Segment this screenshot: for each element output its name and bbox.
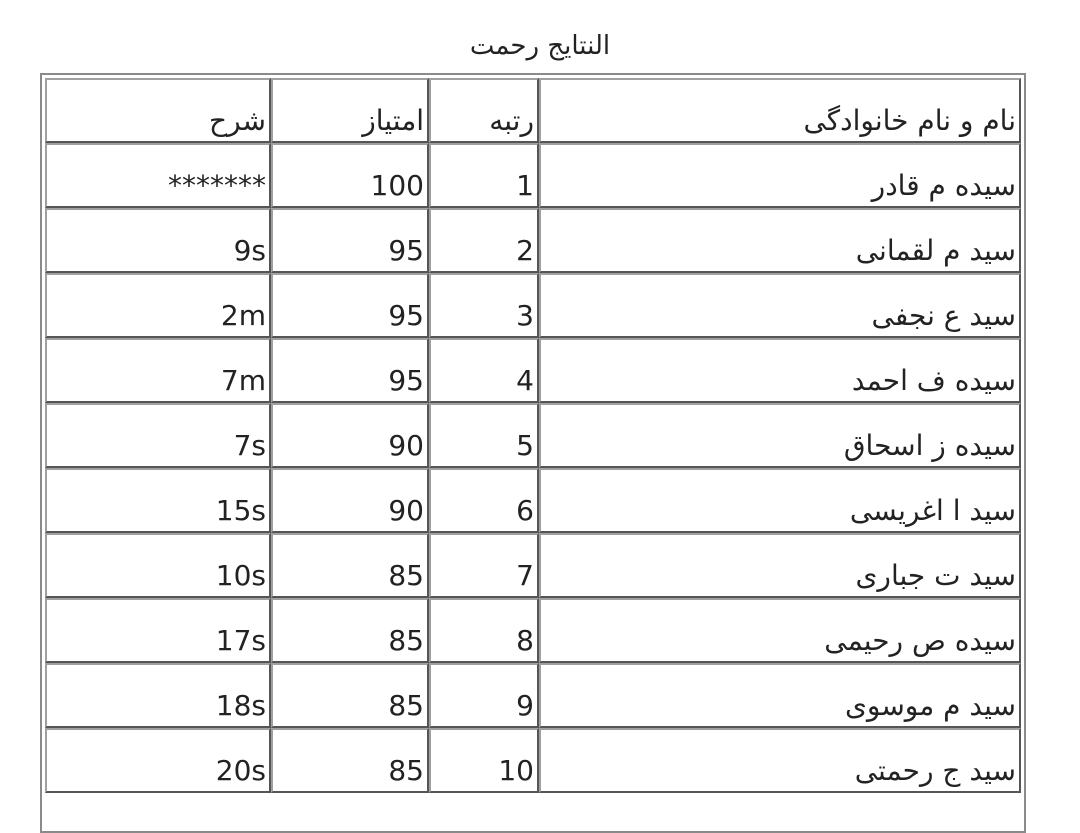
table-row xyxy=(45,208,1021,273)
cell-score: 85 xyxy=(271,663,429,728)
table-row xyxy=(45,338,1021,403)
header-desc: شرح xyxy=(45,78,271,143)
cell-desc: ******* xyxy=(45,143,271,208)
table-row xyxy=(45,598,1021,663)
table-row xyxy=(45,468,1021,533)
cell-desc: 18s xyxy=(45,663,271,728)
cell-desc: 15s xyxy=(45,468,271,533)
cell-score: 85 xyxy=(271,533,429,598)
header-row xyxy=(45,78,1021,143)
cell-desc: 2m xyxy=(45,273,271,338)
table-row xyxy=(45,403,1021,468)
cell-score: 95 xyxy=(271,208,429,273)
cell-name: سید م موسوی xyxy=(539,663,1021,728)
cell-name: سیده ف احمد xyxy=(539,338,1021,403)
cell-name: سید ع نجفی xyxy=(539,273,1021,338)
cell-score: 85 xyxy=(271,598,429,663)
cell-score: 95 xyxy=(271,273,429,338)
table-row xyxy=(45,273,1021,338)
cell-name: سید ج رحمتی xyxy=(539,728,1021,793)
results-table xyxy=(45,78,1021,793)
cell-name: سیده ز اسحاق xyxy=(539,403,1021,468)
table-row xyxy=(45,663,1021,728)
cell-desc: 7s xyxy=(45,403,271,468)
cell-rank: 6 xyxy=(429,468,539,533)
table-row xyxy=(45,533,1021,598)
cell-name: سید ت جباری xyxy=(539,533,1021,598)
cell-rank: 4 xyxy=(429,338,539,403)
table-row xyxy=(45,143,1021,208)
cell-desc: 20s xyxy=(45,728,271,793)
cell-rank: 8 xyxy=(429,598,539,663)
cell-score: 90 xyxy=(271,403,429,468)
cell-score: 90 xyxy=(271,468,429,533)
cell-score: 85 xyxy=(271,728,429,793)
cell-desc: 17s xyxy=(45,598,271,663)
cell-score: 100 xyxy=(271,143,429,208)
header-score: امتیاز xyxy=(271,78,429,143)
table-caption: النتایج رحمت xyxy=(469,31,611,61)
cell-desc: 7m xyxy=(45,338,271,403)
cell-rank: 5 xyxy=(429,403,539,468)
cell-score: 95 xyxy=(271,338,429,403)
cell-name: سید م لقمانی xyxy=(539,208,1021,273)
cell-rank: 7 xyxy=(429,533,539,598)
cell-name: سیده م قادر xyxy=(539,143,1021,208)
cell-rank: 10 xyxy=(429,728,539,793)
cell-rank: 3 xyxy=(429,273,539,338)
header-name: نام و نام خانوادگی xyxy=(539,78,1021,143)
cell-rank: 1 xyxy=(429,143,539,208)
header-rank: رتبه xyxy=(429,78,539,143)
cell-rank: 9 xyxy=(429,663,539,728)
cell-desc: 10s xyxy=(45,533,271,598)
cell-rank: 2 xyxy=(429,208,539,273)
cell-name: سیده ص رحیمی xyxy=(539,598,1021,663)
cell-name: سید ا اغریسی xyxy=(539,468,1021,533)
cell-desc: 9s xyxy=(45,208,271,273)
table-row xyxy=(45,728,1021,793)
